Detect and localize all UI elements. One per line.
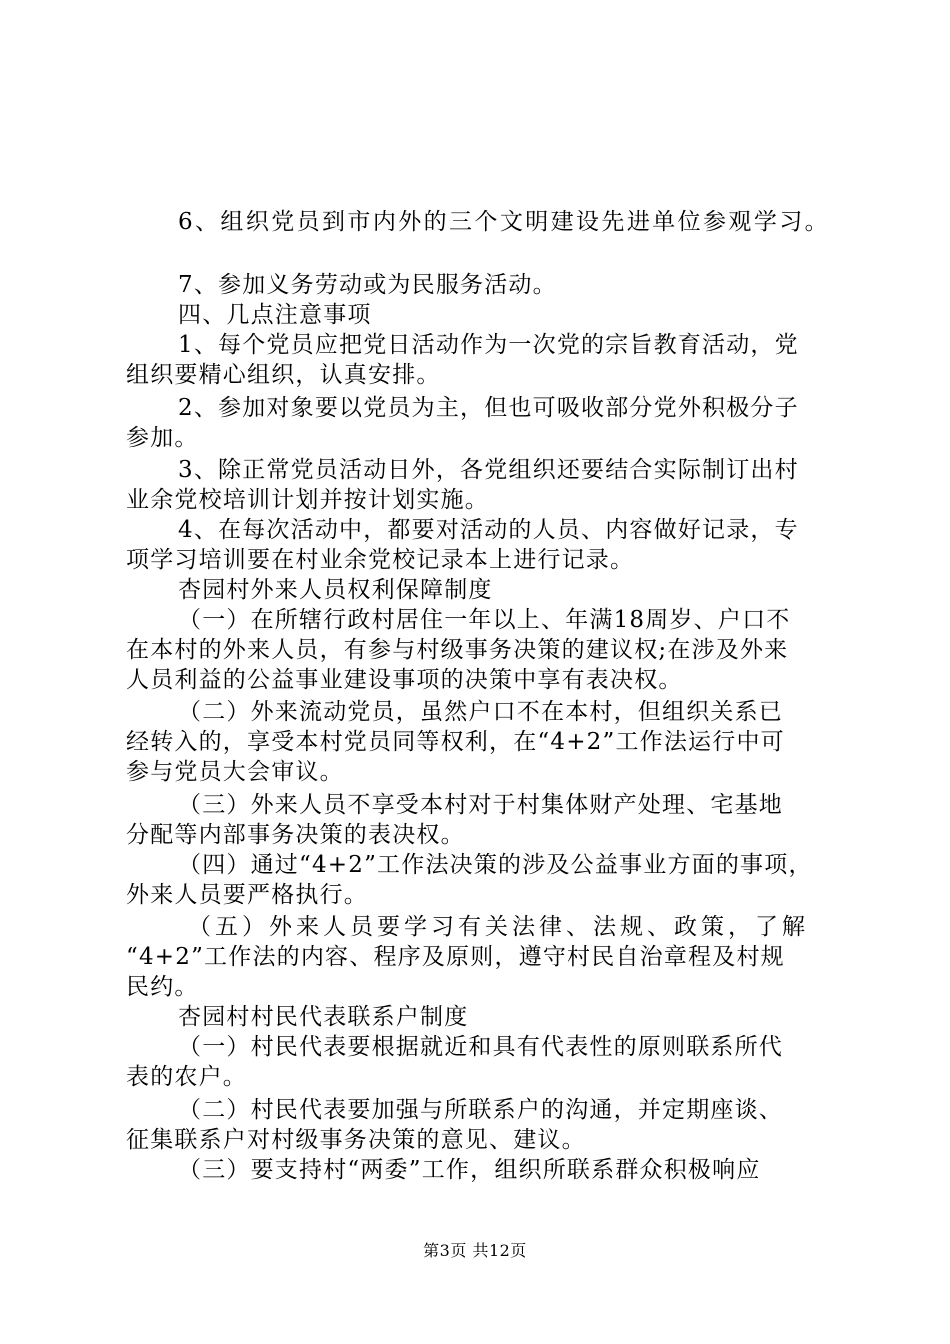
text-line: 在本村的外来人员，有参与村级事务决策的建议权;在涉及外来 <box>126 637 789 663</box>
text-line: 项学习培训要在村业余党校记录本上进行记录。 <box>126 547 635 573</box>
text-line: 征集联系户对村级事务决策的意见、建议。 <box>126 1127 586 1153</box>
text-line: 表的农户。 <box>126 1064 247 1090</box>
text-line: （二）外来流动党员，虽然户口不在本村，但组织关系已 <box>178 699 783 725</box>
text-line: 1、每个党员应把党日活动作为一次党的宗旨教育活动，党 <box>178 332 799 358</box>
text-line: 外来人员要严格执行。 <box>126 882 368 908</box>
text-line: 组织要精心组织，认真安排。 <box>126 362 441 388</box>
section-heading: 杏园村外来人员权利保障制度 <box>178 577 493 603</box>
text-line: （四）通过“4+2”工作法决策的涉及公益事业方面的事项， <box>178 852 813 878</box>
text-line: 业余党校培训计划并按计划实施。 <box>126 487 489 513</box>
text-line: 2、参加对象要以党员为主，但也可吸收部分党外积极分子 <box>178 395 799 421</box>
text-line: 民约。 <box>126 974 199 1000</box>
text-line: 7、参加义务劳动或为民服务活动。 <box>178 272 557 298</box>
text-line: 分配等内部事务决策的表决权。 <box>126 822 465 848</box>
page-number: 第3页 共12页 <box>423 1241 527 1260</box>
text-line: “4+2”工作法的内容、程序及原则，遵守村民自治章程及村规 <box>126 944 785 970</box>
text-line: （五）外来人员要学习有关法律、法规、政策，了解 <box>188 914 809 940</box>
text-line: （三）外来人员不享受本村对于村集体财产处理、宅基地 <box>178 792 783 818</box>
text-line: （一）村民代表要根据就近和具有代表性的原则联系所代 <box>178 1034 783 1060</box>
text-line: 6、组织党员到市内外的三个文明建设先进单位参观学习。 <box>178 209 831 235</box>
text-line: （二）村民代表要加强与所联系户的沟通，并定期座谈、 <box>178 1097 783 1123</box>
text-line: 参加。 <box>126 425 199 451</box>
text-line: 3、除正常党员活动日外，各党组织还要结合实际制订出村 <box>178 457 799 483</box>
text-line: 人员利益的公益事业建设事项的决策中享有表决权。 <box>126 667 683 693</box>
text-line: 4、在每次活动中，都要对活动的人员、内容做好记录，专 <box>178 517 799 543</box>
text-line: （一）在所辖行政村居住一年以上、年满18周岁、户口不 <box>178 607 791 633</box>
section-heading: 杏园村村民代表联系户制度 <box>178 1004 469 1030</box>
section-heading: 四、几点注意事项 <box>178 302 372 328</box>
text-line: 经转入的，享受本村党员同等权利，在“4+2”工作法运行中可 <box>126 729 785 755</box>
text-line: （三）要支持村“两委”工作，组织所联系群众积极响应 <box>178 1157 761 1183</box>
text-line: 参与党员大会审议。 <box>126 759 344 785</box>
